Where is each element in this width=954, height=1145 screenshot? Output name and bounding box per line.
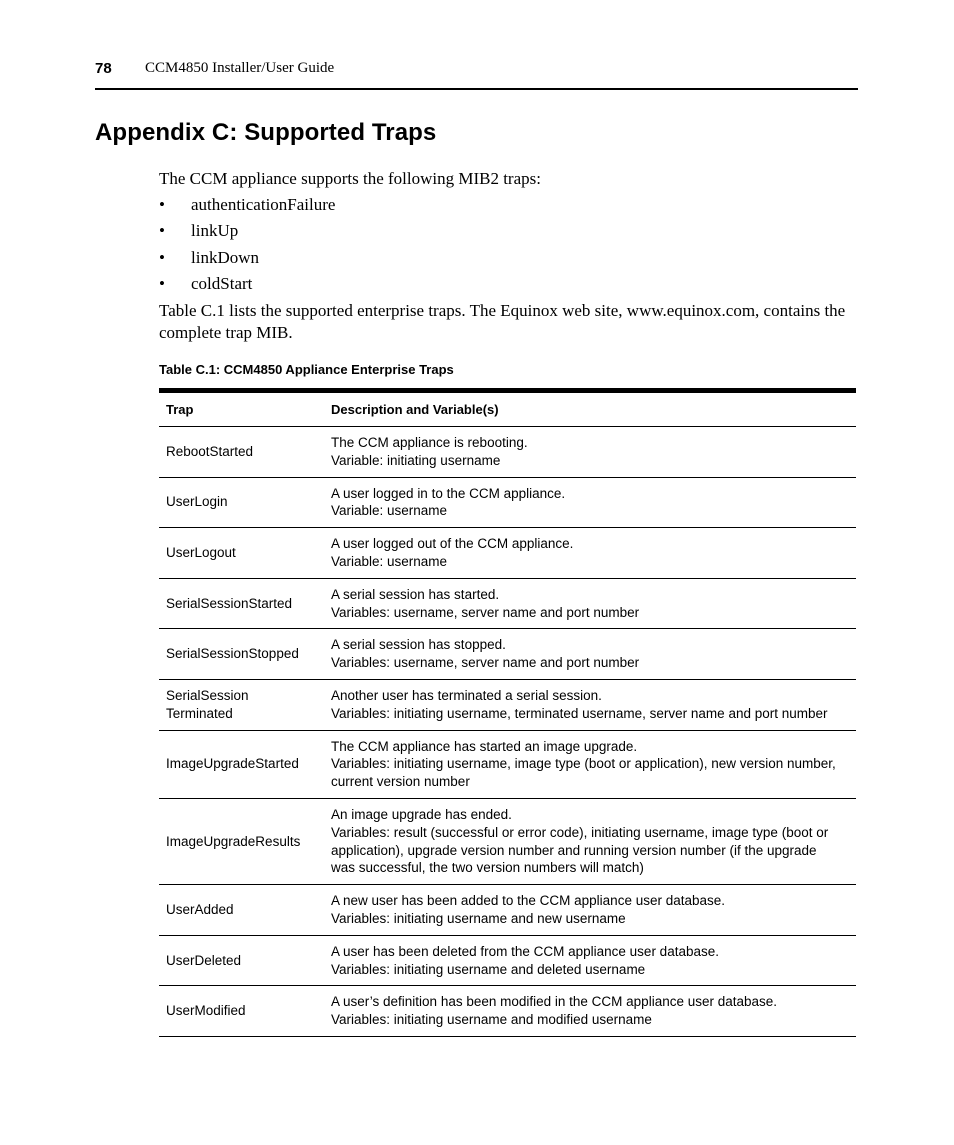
list-item-label: authenticationFailure bbox=[191, 195, 336, 214]
description-line: application), upgrade version number and running version number (if the upgrade bbox=[331, 842, 817, 858]
trap-name: ImageUpgradeResults bbox=[166, 833, 301, 849]
trap-name: UserAdded bbox=[166, 902, 234, 918]
trap-description-cell bbox=[324, 730, 856, 798]
guide-title: CCM4850 Installer/User Guide bbox=[145, 60, 335, 76]
bullet-icon: • bbox=[159, 221, 165, 241]
list-item-label: linkDown bbox=[191, 247, 259, 267]
table-caption: Table C.1: CCM4850 Appliance Enterprise Traps bbox=[159, 362, 454, 377]
trap-description-cell bbox=[324, 578, 856, 629]
page-title: Appendix C: Supported Traps bbox=[95, 119, 437, 146]
trap-name: ImageUpgradeStarted bbox=[166, 756, 299, 772]
description-line: The CCM appliance is rebooting. bbox=[331, 435, 528, 450]
description-line: A serial session has stopped. bbox=[331, 637, 506, 653]
table-row bbox=[159, 730, 856, 798]
trap-name-cell bbox=[159, 629, 324, 680]
enterprise-traps-table bbox=[159, 388, 856, 1037]
trap-description-cell bbox=[324, 629, 856, 680]
description-line: A serial session has started. bbox=[331, 586, 500, 602]
trap-name: Terminated bbox=[166, 705, 233, 721]
description-line: Variables: username, server name and port number bbox=[331, 655, 640, 671]
description-line: A user has been deleted from the CCM appliance user database. bbox=[331, 943, 719, 959]
table-header-row bbox=[159, 391, 856, 427]
description-line: Variables: initiating username, image type (boot or application), new version number, bbox=[331, 756, 836, 772]
trap-description-cell bbox=[324, 798, 856, 884]
bullet-icon: • bbox=[159, 273, 165, 293]
trap-name: SerialSession bbox=[166, 687, 249, 703]
header-trap: Trap bbox=[159, 391, 324, 427]
trap-name-cell bbox=[159, 427, 324, 478]
table-row bbox=[159, 935, 856, 986]
table-row bbox=[159, 798, 856, 884]
trap-name-cell bbox=[159, 730, 324, 798]
table-row bbox=[159, 885, 856, 936]
trap-name: UserDeleted bbox=[166, 952, 242, 968]
description-line: was successful, the two version numbers will match) bbox=[331, 860, 644, 876]
trap-name-cell bbox=[159, 935, 324, 986]
description-line: Variables: result (successful or error code), initiating username, image type (boot or bbox=[331, 824, 829, 840]
trap-name: SerialSessionStarted bbox=[166, 595, 293, 611]
description-line: Variables: initiating username and new username bbox=[331, 910, 626, 926]
intro-text: The CCM appliance supports the following MIB2 traps: bbox=[159, 169, 541, 188]
trap-name: RebootStarted bbox=[166, 443, 254, 459]
table-row bbox=[159, 679, 856, 730]
list-item-label: linkUp bbox=[191, 221, 239, 241]
trap-name-cell bbox=[159, 798, 324, 884]
description-line: Variables: initiating username and modified username bbox=[331, 1012, 652, 1028]
list-item-label: coldStart bbox=[191, 273, 253, 293]
description-line: A user logged out of the CCM appliance. bbox=[331, 536, 574, 552]
header-description: Description and Variable(s) bbox=[324, 391, 856, 427]
description-line: Variables: initiating username, terminated username, server name and port number bbox=[331, 705, 828, 721]
trap-name-cell bbox=[159, 528, 324, 579]
description-line: A user’s definition has been modified in the CCM appliance user database. bbox=[331, 994, 778, 1010]
description-line: Variable: username bbox=[331, 553, 448, 569]
description-line: A new user has been added to the CCM appliance user database. bbox=[331, 893, 726, 909]
trap-name: UserLogin bbox=[166, 494, 228, 510]
trap-name-cell bbox=[159, 477, 324, 528]
description-line: A user logged in to the CCM appliance. bbox=[331, 485, 566, 501]
trap-name: UserModified bbox=[166, 1003, 246, 1019]
trap-name-cell bbox=[159, 578, 324, 629]
page-number: 78 bbox=[95, 60, 112, 77]
trap-description-cell bbox=[324, 986, 856, 1037]
trap-description-cell bbox=[324, 679, 856, 730]
trap-name-cell bbox=[159, 885, 324, 936]
trap-description-cell bbox=[324, 935, 856, 986]
table-reference-paragraph: Table C.1 lists the supported enterprise traps. The Equinox web site, www.equinox.com, contains the complete trap MIB. bbox=[159, 301, 846, 342]
table-row bbox=[159, 427, 856, 478]
description-line: Variables: username, server name and port number bbox=[331, 604, 640, 620]
list-item bbox=[159, 220, 335, 246]
trap-name: SerialSessionStopped bbox=[166, 646, 299, 662]
description-line: current version number bbox=[331, 774, 470, 790]
description-line: The CCM appliance has started an image upgrade. bbox=[331, 738, 638, 754]
trap-description-cell bbox=[324, 528, 856, 579]
trap-description-cell bbox=[324, 477, 856, 528]
bullet-icon: • bbox=[159, 195, 165, 214]
bullet-icon: • bbox=[159, 247, 165, 267]
table-row bbox=[159, 477, 856, 528]
description-line: Another user has terminated a serial session. bbox=[331, 687, 602, 703]
description-line: An image upgrade has ended. bbox=[331, 806, 512, 822]
list-item bbox=[159, 194, 335, 220]
mib2-trap-list bbox=[159, 194, 335, 299]
description-line: Variable: initiating username bbox=[331, 452, 501, 468]
table-row bbox=[159, 528, 856, 579]
trap-description-cell bbox=[324, 427, 856, 478]
list-item bbox=[159, 247, 335, 273]
table-row bbox=[159, 629, 856, 680]
page-header bbox=[95, 59, 858, 90]
description-line: Variable: username bbox=[331, 503, 448, 519]
trap-name-cell bbox=[159, 986, 324, 1037]
trap-name: UserLogout bbox=[166, 545, 236, 561]
trap-description-cell bbox=[324, 885, 856, 936]
table-row bbox=[159, 578, 856, 629]
list-item bbox=[159, 273, 335, 299]
table-row bbox=[159, 986, 856, 1037]
description-line: Variables: initiating username and deleted username bbox=[331, 961, 646, 977]
trap-name-cell bbox=[159, 679, 324, 730]
